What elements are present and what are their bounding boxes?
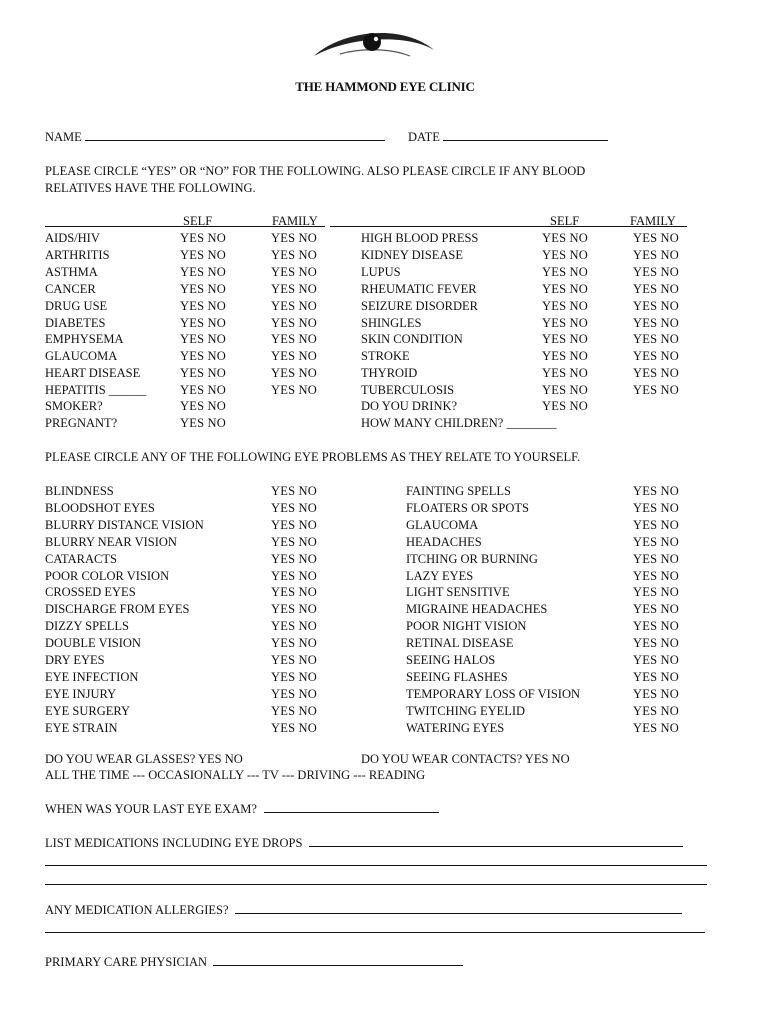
condition-right-family-yes-no[interactable]: YES NO: [633, 332, 679, 347]
date-field[interactable]: [443, 129, 608, 141]
eye-problem-left-self-yes-no[interactable]: YES NO: [271, 703, 317, 718]
eye-problem-right-label: WATERING EYES: [406, 720, 505, 735]
eye-problem-right-label: TEMPORARY LOSS OF VISION: [406, 686, 580, 701]
condition-left-label: GLAUCOMA: [45, 349, 118, 364]
eye-problem-left-self-yes-no[interactable]: YES NO: [271, 653, 317, 667]
condition-left-self-yes-no[interactable]: YES NO: [180, 315, 226, 330]
drink-yes-no[interactable]: YES NO: [542, 399, 588, 413]
condition-right-family-yes-no[interactable]: YES NO: [633, 349, 679, 364]
family-header-right: FAMILY: [630, 214, 676, 228]
eye-problem-right-self-yes-no[interactable]: YES NO: [633, 619, 679, 634]
condition-left-family-yes-no[interactable]: YES NO: [271, 264, 317, 279]
condition-left-family-yes-no[interactable]: YES NO: [271, 383, 317, 398]
name-field[interactable]: [85, 129, 385, 141]
eye-problem-right-label: GLAUCOMA: [406, 517, 479, 532]
condition-left-label: CANCER: [45, 281, 96, 296]
condition-right-self-yes-no[interactable]: YES NO: [542, 332, 588, 347]
eye-problem-right-self-yes-no[interactable]: YES NO: [633, 484, 679, 498]
eye-problem-left-self-yes-no[interactable]: YES NO: [271, 500, 317, 515]
eye-problem-right-label: TWITCHING EYELID: [406, 703, 526, 718]
condition-right-self-yes-no[interactable]: YES NO: [542, 231, 588, 245]
eye-problem-left-label: BLURRY NEAR VISION: [45, 534, 177, 549]
smoker-yes-no[interactable]: YES NO: [180, 399, 226, 413]
condition-right-label: STROKE: [361, 349, 410, 364]
name-row: [45, 129, 385, 145]
eye-problem-right-label: ITCHING OR BURNING: [406, 551, 538, 566]
condition-right-self-yes-no[interactable]: YES NO: [542, 264, 588, 279]
instructions-line-2: RELATIVES HAVE THE FOLLOWING.: [45, 181, 256, 195]
condition-right-label: TUBERCULOSIS: [361, 383, 455, 398]
date-row: [408, 129, 608, 145]
contacts-question[interactable]: DO YOU WEAR CONTACTS? YES NO: [361, 752, 570, 766]
eye-problem-right-self-yes-no[interactable]: YES NO: [633, 517, 679, 532]
condition-left-self-yes-no[interactable]: YES NO: [180, 281, 226, 296]
condition-right-label: SKIN CONDITION: [361, 332, 463, 347]
condition-right-family-yes-no[interactable]: YES NO: [633, 315, 679, 330]
condition-right-family-yes-no[interactable]: YES NO: [633, 298, 679, 313]
eye-problem-right-self-yes-no[interactable]: YES NO: [633, 653, 679, 667]
eye-problem-left-self-yes-no[interactable]: YES NO: [271, 484, 317, 498]
allergies-line-2[interactable]: [45, 932, 705, 933]
condition-left-label: DRUG USE: [45, 298, 108, 313]
condition-left-label: ASTHMA: [45, 264, 98, 279]
condition-right-self-yes-no[interactable]: YES NO: [542, 366, 588, 381]
condition-right-self-yes-no[interactable]: YES NO: [542, 315, 588, 330]
medications-line-3[interactable]: [45, 884, 707, 885]
eye-problem-right-label: FAINTING SPELLS: [406, 484, 511, 498]
condition-left-label: HEART DISEASE: [45, 366, 141, 381]
condition-left-self-yes-no[interactable]: YES NO: [180, 231, 226, 245]
condition-right-label: RHEUMATIC FEVER: [361, 281, 477, 296]
physician-label: PRIMARY CARE PHYSICIAN: [45, 955, 208, 969]
allergies-label: ANY MEDICATION ALLERGIES?: [45, 903, 229, 917]
condition-right-label: SHINGLES: [361, 315, 422, 330]
eye-problem-left-label: POOR COLOR VISION: [45, 568, 170, 583]
eye-problem-right-self-yes-no[interactable]: YES NO: [633, 585, 679, 600]
medications-row: [45, 835, 683, 851]
last-exam-row: [45, 801, 439, 817]
pregnant-yes-no[interactable]: YES NO: [180, 416, 226, 430]
condition-left-family-yes-no[interactable]: YES NO: [271, 247, 317, 262]
eye-problem-right-self-yes-no[interactable]: YES NO: [633, 686, 679, 701]
condition-right-label: LUPUS: [361, 264, 401, 279]
eye-problem-right-label: HEADACHES: [406, 534, 482, 549]
eye-problem-left-self-yes-no[interactable]: YES NO: [271, 517, 317, 532]
medications-label: LIST MEDICATIONS INCLUDING EYE DROPS: [45, 836, 303, 850]
condition-left-label: EMPHYSEMA: [45, 332, 124, 347]
eye-problem-right-self-yes-no[interactable]: YES NO: [633, 703, 679, 718]
condition-left-label: AIDS/HIV: [45, 231, 100, 245]
eye-problem-left-label: BLOODSHOT EYES: [45, 500, 155, 515]
condition-right-self-yes-no[interactable]: YES NO: [542, 349, 588, 364]
self-header-right: SELF: [550, 214, 580, 228]
self-header-left: SELF: [183, 214, 213, 228]
eye-problem-right-label: LAZY EYES: [406, 568, 474, 583]
eye-problem-left-label: BLURRY DISTANCE VISION: [45, 517, 204, 532]
condition-right-family-yes-no[interactable]: YES NO: [633, 247, 679, 262]
condition-left-self-yes-no[interactable]: YES NO: [180, 298, 226, 313]
eye-problem-right-label: SEEING FLASHES: [406, 669, 508, 684]
allergies-field[interactable]: [235, 902, 682, 914]
last-exam-label: WHEN WAS YOUR LAST EYE EXAM?: [45, 802, 257, 816]
drink-label: DO YOU DRINK?: [361, 399, 458, 413]
medications-line-2[interactable]: [45, 865, 707, 866]
medications-field[interactable]: [309, 835, 683, 847]
condition-right-family-yes-no[interactable]: YES NO: [633, 366, 679, 381]
condition-left-family-yes-no[interactable]: YES NO: [271, 281, 317, 296]
condition-left-family-yes-no[interactable]: YES NO: [271, 315, 317, 330]
physician-row: [45, 954, 463, 970]
condition-left-self-yes-no[interactable]: YES NO: [180, 247, 226, 262]
eye-problem-right-self-yes-no[interactable]: YES NO: [633, 500, 679, 515]
glasses-question[interactable]: DO YOU WEAR GLASSES? YES NO: [45, 752, 243, 766]
eye-problem-right-label: MIGRAINE HEADACHES: [406, 602, 548, 617]
eye-problem-right-self-yes-no[interactable]: YES NO: [633, 534, 679, 549]
condition-left-family-yes-no[interactable]: YES NO: [271, 366, 317, 381]
eye-problem-right-self-yes-no[interactable]: YES NO: [633, 636, 679, 651]
eye-problem-left-self-yes-no[interactable]: YES NO: [271, 602, 317, 617]
eye-problem-left-label: DRY EYES: [45, 653, 105, 667]
eye-problem-right-label: SEEING HALOS: [406, 653, 496, 667]
condition-left-family-yes-no[interactable]: YES NO: [271, 298, 317, 313]
eye-problem-right-self-yes-no[interactable]: YES NO: [633, 602, 679, 617]
clinic-title: THE HAMMOND EYE CLINIC: [295, 79, 475, 94]
eye-problem-left-self-yes-no[interactable]: YES NO: [271, 568, 317, 583]
eye-problem-left-label: DIZZY SPELLS: [45, 619, 129, 634]
eye-problem-left-label: EYE INJURY: [45, 686, 117, 701]
eye-logo-icon: [310, 20, 438, 68]
condition-left-family-yes-no[interactable]: YES NO: [271, 231, 317, 245]
eye-problem-right-label: LIGHT SENSITIVE: [406, 585, 510, 600]
condition-right-family-yes-no[interactable]: YES NO: [633, 264, 679, 279]
children-label: HOW MANY CHILDREN? ________: [361, 416, 557, 430]
condition-right-label: KIDNEY DISEASE: [361, 247, 463, 262]
eye-problem-left-label: DOUBLE VISION: [45, 636, 141, 651]
condition-right-self-yes-no[interactable]: YES NO: [542, 383, 588, 398]
eye-problem-left-label: CROSSED EYES: [45, 585, 136, 600]
eye-problem-left-self-yes-no[interactable]: YES NO: [271, 551, 317, 566]
eye-problem-left-label: EYE STRAIN: [45, 720, 118, 735]
pregnant-label: PREGNANT?: [45, 416, 118, 430]
condition-right-label: HIGH BLOOD PRESS: [361, 231, 479, 245]
condition-right-family-yes-no[interactable]: YES NO: [633, 231, 679, 245]
eye-problem-left-self-yes-no[interactable]: YES NO: [271, 686, 317, 701]
condition-left-family-yes-no[interactable]: YES NO: [271, 349, 317, 364]
allergies-row: [45, 902, 682, 918]
condition-right-self-yes-no[interactable]: YES NO: [542, 247, 588, 262]
eye-problem-right-self-yes-no[interactable]: YES NO: [633, 720, 679, 735]
eye-problems-intro: PLEASE CIRCLE ANY OF THE FOLLOWING EYE PROBLEMS AS THEY RELATE TO YOURSELF.: [45, 450, 581, 464]
condition-left-family-yes-no[interactable]: YES NO: [271, 332, 317, 347]
wear-frequency-options[interactable]: ALL THE TIME --- OCCASIONALLY --- TV --- DRIVING --- READING: [45, 768, 426, 782]
condition-left-label: DIABETES: [45, 315, 106, 330]
eye-problem-right-label: POOR NIGHT VISION: [406, 619, 527, 634]
family-header-left: FAMILY: [272, 214, 318, 228]
eye-problem-left-label: CATARACTS: [45, 551, 117, 566]
condition-left-self-yes-no[interactable]: YES NO: [180, 383, 226, 398]
eye-problem-left-self-yes-no[interactable]: YES NO: [271, 585, 317, 600]
eye-problem-left-label: EYE INFECTION: [45, 669, 139, 684]
eye-problem-left-self-yes-no[interactable]: YES NO: [271, 669, 317, 684]
physician-field[interactable]: [213, 954, 463, 966]
eye-problem-left-label: DISCHARGE FROM EYES: [45, 602, 190, 617]
condition-left-self-yes-no[interactable]: YES NO: [180, 366, 226, 381]
eye-problem-left-self-yes-no[interactable]: YES NO: [271, 619, 317, 634]
condition-left-label: ARTHRITIS: [45, 247, 110, 262]
smoker-label: SMOKER?: [45, 399, 103, 413]
eye-problem-right-self-yes-no[interactable]: YES NO: [633, 551, 679, 566]
condition-right-family-yes-no[interactable]: YES NO: [633, 281, 679, 296]
condition-left-self-yes-no[interactable]: YES NO: [180, 349, 226, 364]
date-label: DATE: [408, 130, 440, 144]
condition-left-label: HEPATITIS ______: [45, 383, 147, 398]
last-exam-field[interactable]: [264, 801, 439, 813]
eye-problem-left-label: BLINDNESS: [45, 484, 114, 498]
condition-right-self-yes-no[interactable]: YES NO: [542, 281, 588, 296]
eye-problem-right-label: FLOATERS OR SPOTS: [406, 500, 529, 515]
eye-problem-left-self-yes-no[interactable]: YES NO: [271, 636, 317, 651]
condition-left-self-yes-no[interactable]: YES NO: [180, 264, 226, 279]
name-label: NAME: [45, 130, 82, 144]
condition-right-label: SEIZURE DISORDER: [361, 298, 479, 313]
eye-problem-left-self-yes-no[interactable]: YES NO: [271, 534, 317, 549]
eye-problem-left-label: EYE SURGERY: [45, 703, 131, 718]
eye-problem-right-label: RETINAL DISEASE: [406, 636, 514, 651]
eye-problem-right-self-yes-no[interactable]: YES NO: [633, 568, 679, 583]
condition-right-family-yes-no[interactable]: YES NO: [633, 383, 679, 398]
instructions-line-1: PLEASE CIRCLE “YES” OR “NO” FOR THE FOLLOWING. ALSO PLEASE CIRCLE IF ANY BLOOD: [45, 164, 586, 178]
eye-problem-left-self-yes-no[interactable]: YES NO: [271, 720, 317, 735]
condition-left-self-yes-no[interactable]: YES NO: [180, 332, 226, 347]
condition-right-self-yes-no[interactable]: YES NO: [542, 298, 588, 313]
condition-right-label: THYROID: [361, 366, 418, 381]
eye-problem-right-self-yes-no[interactable]: YES NO: [633, 669, 679, 684]
